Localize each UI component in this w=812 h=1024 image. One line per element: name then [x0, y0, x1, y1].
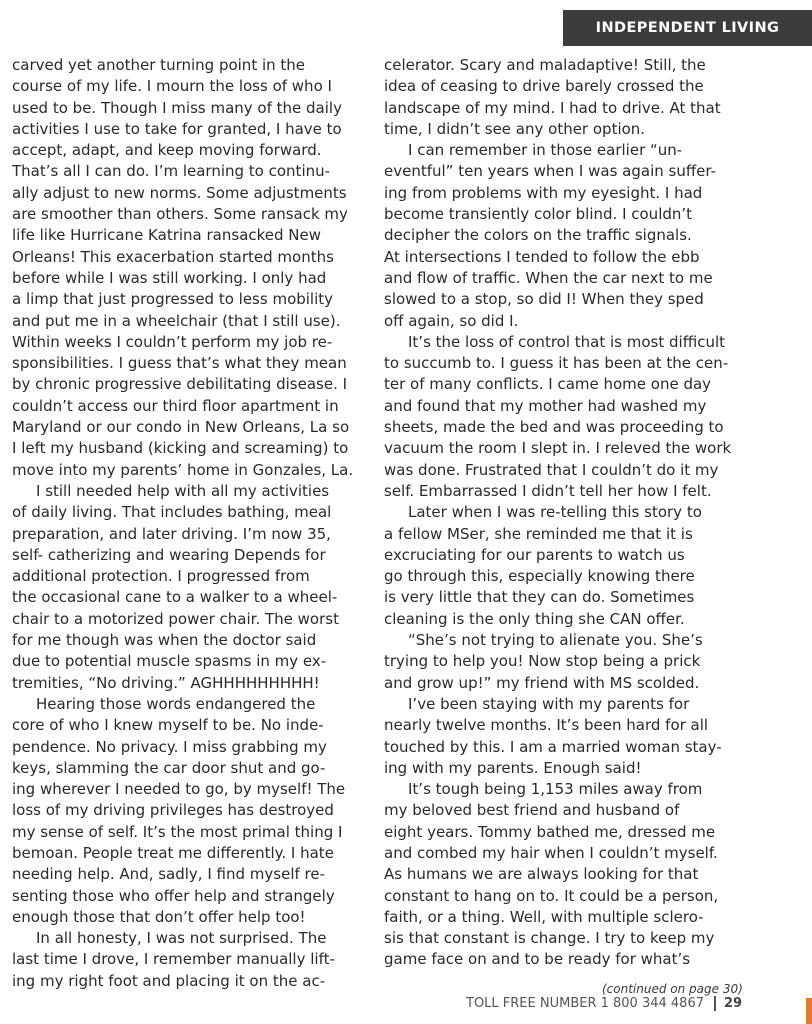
article-line: self. Embarrassed I didn’t tell her how I felt.: [384, 481, 712, 500]
article-line: additional protection. I progressed from: [12, 567, 310, 586]
article-line: faith, or a thing. Well, with multiple sclero-: [384, 907, 704, 926]
article-line: sheets, made the bed and was proceeding to: [384, 418, 724, 437]
article-line: accept, adapt, and keep moving forward.: [12, 141, 322, 160]
page-number: 29: [724, 996, 743, 1011]
footer-divider: [714, 996, 716, 1011]
article-line: for me though was when the doctor said: [12, 631, 317, 650]
article-line: and grow up!” my friend with MS scolded.: [384, 673, 700, 692]
article-line: bemoan. People treat me differently. I hate: [12, 843, 334, 862]
article-line: activities I use to take for granted, I have to: [12, 119, 342, 138]
section-header-tab: [563, 10, 812, 46]
article-line: At intersections I tended to follow the ebb: [384, 247, 700, 266]
article-line: It’s the loss of control that is most difficult: [408, 332, 725, 351]
article-line: become transiently color blind. I couldn’t: [384, 205, 693, 224]
article-line: my sense of self. It’s the most primal thing I: [12, 822, 343, 841]
article-line: move into my parents’ home in Gonzales, La.: [12, 460, 354, 479]
continued-note: (continued on page 30): [602, 982, 743, 996]
article-line: excruciating for our parents to watch us: [384, 545, 685, 564]
article-line: sponsibilities. I guess that’s what they mean: [12, 354, 347, 373]
article-line: couldn’t access our third floor apartment in: [12, 396, 339, 415]
article-line: idea of ceasing to drive barely crossed the: [384, 77, 704, 96]
article-line: course of my life. I mourn the loss of who I: [12, 77, 332, 96]
article-line: game face on and to be ready for what’s: [384, 950, 691, 969]
toll-free-number: TOLL FREE NUMBER 1 800 344 4867: [466, 996, 704, 1011]
section-label: INDEPENDENT LIVING: [595, 20, 780, 36]
article-line: life like Hurricane Katrina ransacked New: [12, 226, 322, 245]
article-line: preparation, and later driving. I’m now 35,: [12, 524, 331, 543]
article-line: senting those who offer help and strangely: [12, 886, 335, 905]
article-line: the occasional cane to a walker to a wheel-: [12, 588, 338, 607]
article-line: keys, slamming the car door shut and go-: [12, 758, 326, 777]
article-column-left: [12, 55, 367, 992]
article-line: a fellow MSer, she reminded me that it is: [384, 524, 693, 543]
article-line: eight years. Tommy bathed me, dressed me: [384, 822, 716, 841]
article-line: vacuum the room I slept in. I releved the work: [384, 439, 732, 458]
article-line: was done. Frustrated that I couldn’t do it my: [384, 460, 719, 479]
article-line: core of who I knew myself to be. No inde-: [12, 716, 324, 735]
article-line: eventful” ten years when I was again suffer-: [384, 162, 717, 181]
article-line: off again, so did I.: [384, 311, 519, 330]
article-line: needing help. And, sadly, I find myself re-: [12, 865, 326, 884]
article-line: trying to help you! Now stop being a prick: [384, 652, 701, 671]
article-line: used to be. Though I miss many of the daily: [12, 98, 342, 117]
article-line: sis that constant is change. I try to keep my: [384, 929, 715, 948]
article-line: I can remember in those earlier “un-: [408, 141, 683, 160]
article-line: chair to a motorized power chair. The worst: [12, 609, 339, 628]
article-line: and flow of traffic. When the car next to me: [384, 268, 713, 287]
article-line: As humans we are always looking for that: [384, 865, 699, 884]
article-line: That’s all I can do. I’m learning to continu-: [12, 162, 331, 181]
article-line: landscape of my mind. I had to drive. At that: [384, 98, 721, 117]
article-line: and combed my hair when I couldn’t myself.: [384, 843, 718, 862]
article-line: before while I was still working. I only had: [12, 268, 327, 287]
article-line: by chronic progressive debilitating disease. I: [12, 375, 348, 394]
article-line: I’ve been staying with my parents for: [408, 694, 690, 713]
article-line: to succumb to. I guess it has been at the cen-: [384, 354, 729, 373]
article-line: carved yet another turning point in the: [12, 56, 306, 74]
article-line: tremities, “No driving.” AGHHHHHHHHH!: [12, 673, 320, 692]
article-line: is very little that they can do. Sometimes: [384, 588, 695, 607]
article-line: ter of many conflicts. I came home one day: [384, 375, 712, 394]
article-line: of daily living. That includes bathing, meal: [12, 503, 332, 522]
article-line: “She’s not trying to alienate you. She’s: [408, 631, 703, 650]
article-line: enough those that don’t offer help too!: [12, 907, 306, 926]
article-line: celerator. Scary and maladaptive! Still, the: [384, 56, 706, 74]
article-line: nearly twelve months. It’s been hard for all: [384, 716, 709, 735]
article-line: go through this, especially knowing there: [384, 567, 695, 586]
article-line: I still needed help with all my activities: [36, 481, 330, 500]
article-line: Orleans! This exacerbation started months: [12, 247, 334, 266]
article-line: and found that my mother had washed my: [384, 396, 707, 415]
article-line: cleaning is the only thing she CAN offer.: [384, 609, 685, 628]
article-line: loss of my driving privileges has destroyed: [12, 801, 334, 820]
article-line: ing my right foot and placing it on the ac-: [12, 971, 326, 990]
article-line: and put me in a wheelchair (that I still use).: [12, 311, 341, 330]
article-line: ally adjust to new norms. Some adjustments: [12, 183, 347, 202]
article-line: ing from problems with my eyesight. I had: [384, 183, 703, 202]
article-line: last time I drove, I remember manually lift-: [12, 950, 335, 969]
page-edge-accent: [806, 998, 812, 1024]
article-line: Hearing those words endangered the: [36, 694, 316, 713]
article-line: pendence. No privacy. I miss grabbing my: [12, 737, 327, 756]
article-line: touched by this. I am a married woman stay-: [384, 737, 722, 756]
article-line: are smoother than others. Some ransack my: [12, 205, 348, 224]
article-line: ing with my parents. Enough said!: [384, 758, 642, 777]
article-line: Later when I was re-telling this story to: [408, 503, 702, 522]
article-line: ing wherever I needed to go, by myself! The: [12, 780, 346, 799]
article-line: due to potential muscle spasms in my ex-: [12, 652, 327, 671]
article-line: a limp that just progressed to less mobility: [12, 290, 334, 309]
article-line: decipher the colors on the traffic signals.: [384, 226, 692, 245]
article-column-right: [384, 55, 744, 971]
page-footer: [466, 996, 742, 1011]
article-line: It’s tough being 1,153 miles away from: [408, 780, 703, 799]
article-line: self- catherizing and wearing Depends for: [12, 545, 326, 564]
article-line: Within weeks I couldn’t perform my job re-: [12, 332, 333, 351]
article-line: constant to hang on to. It could be a person,: [384, 886, 719, 905]
article-line: I left my husband (kicking and screaming) to: [12, 439, 349, 458]
article-line: time, I didn’t see any other option.: [384, 119, 646, 138]
article-line: my beloved best friend and husband of: [384, 801, 680, 820]
article-line: Maryland or our condo in New Orleans, La so: [12, 418, 350, 437]
article-line: slowed to a stop, so did I! When they sped: [384, 290, 704, 309]
article-line: In all honesty, I was not surprised. The: [36, 929, 327, 948]
